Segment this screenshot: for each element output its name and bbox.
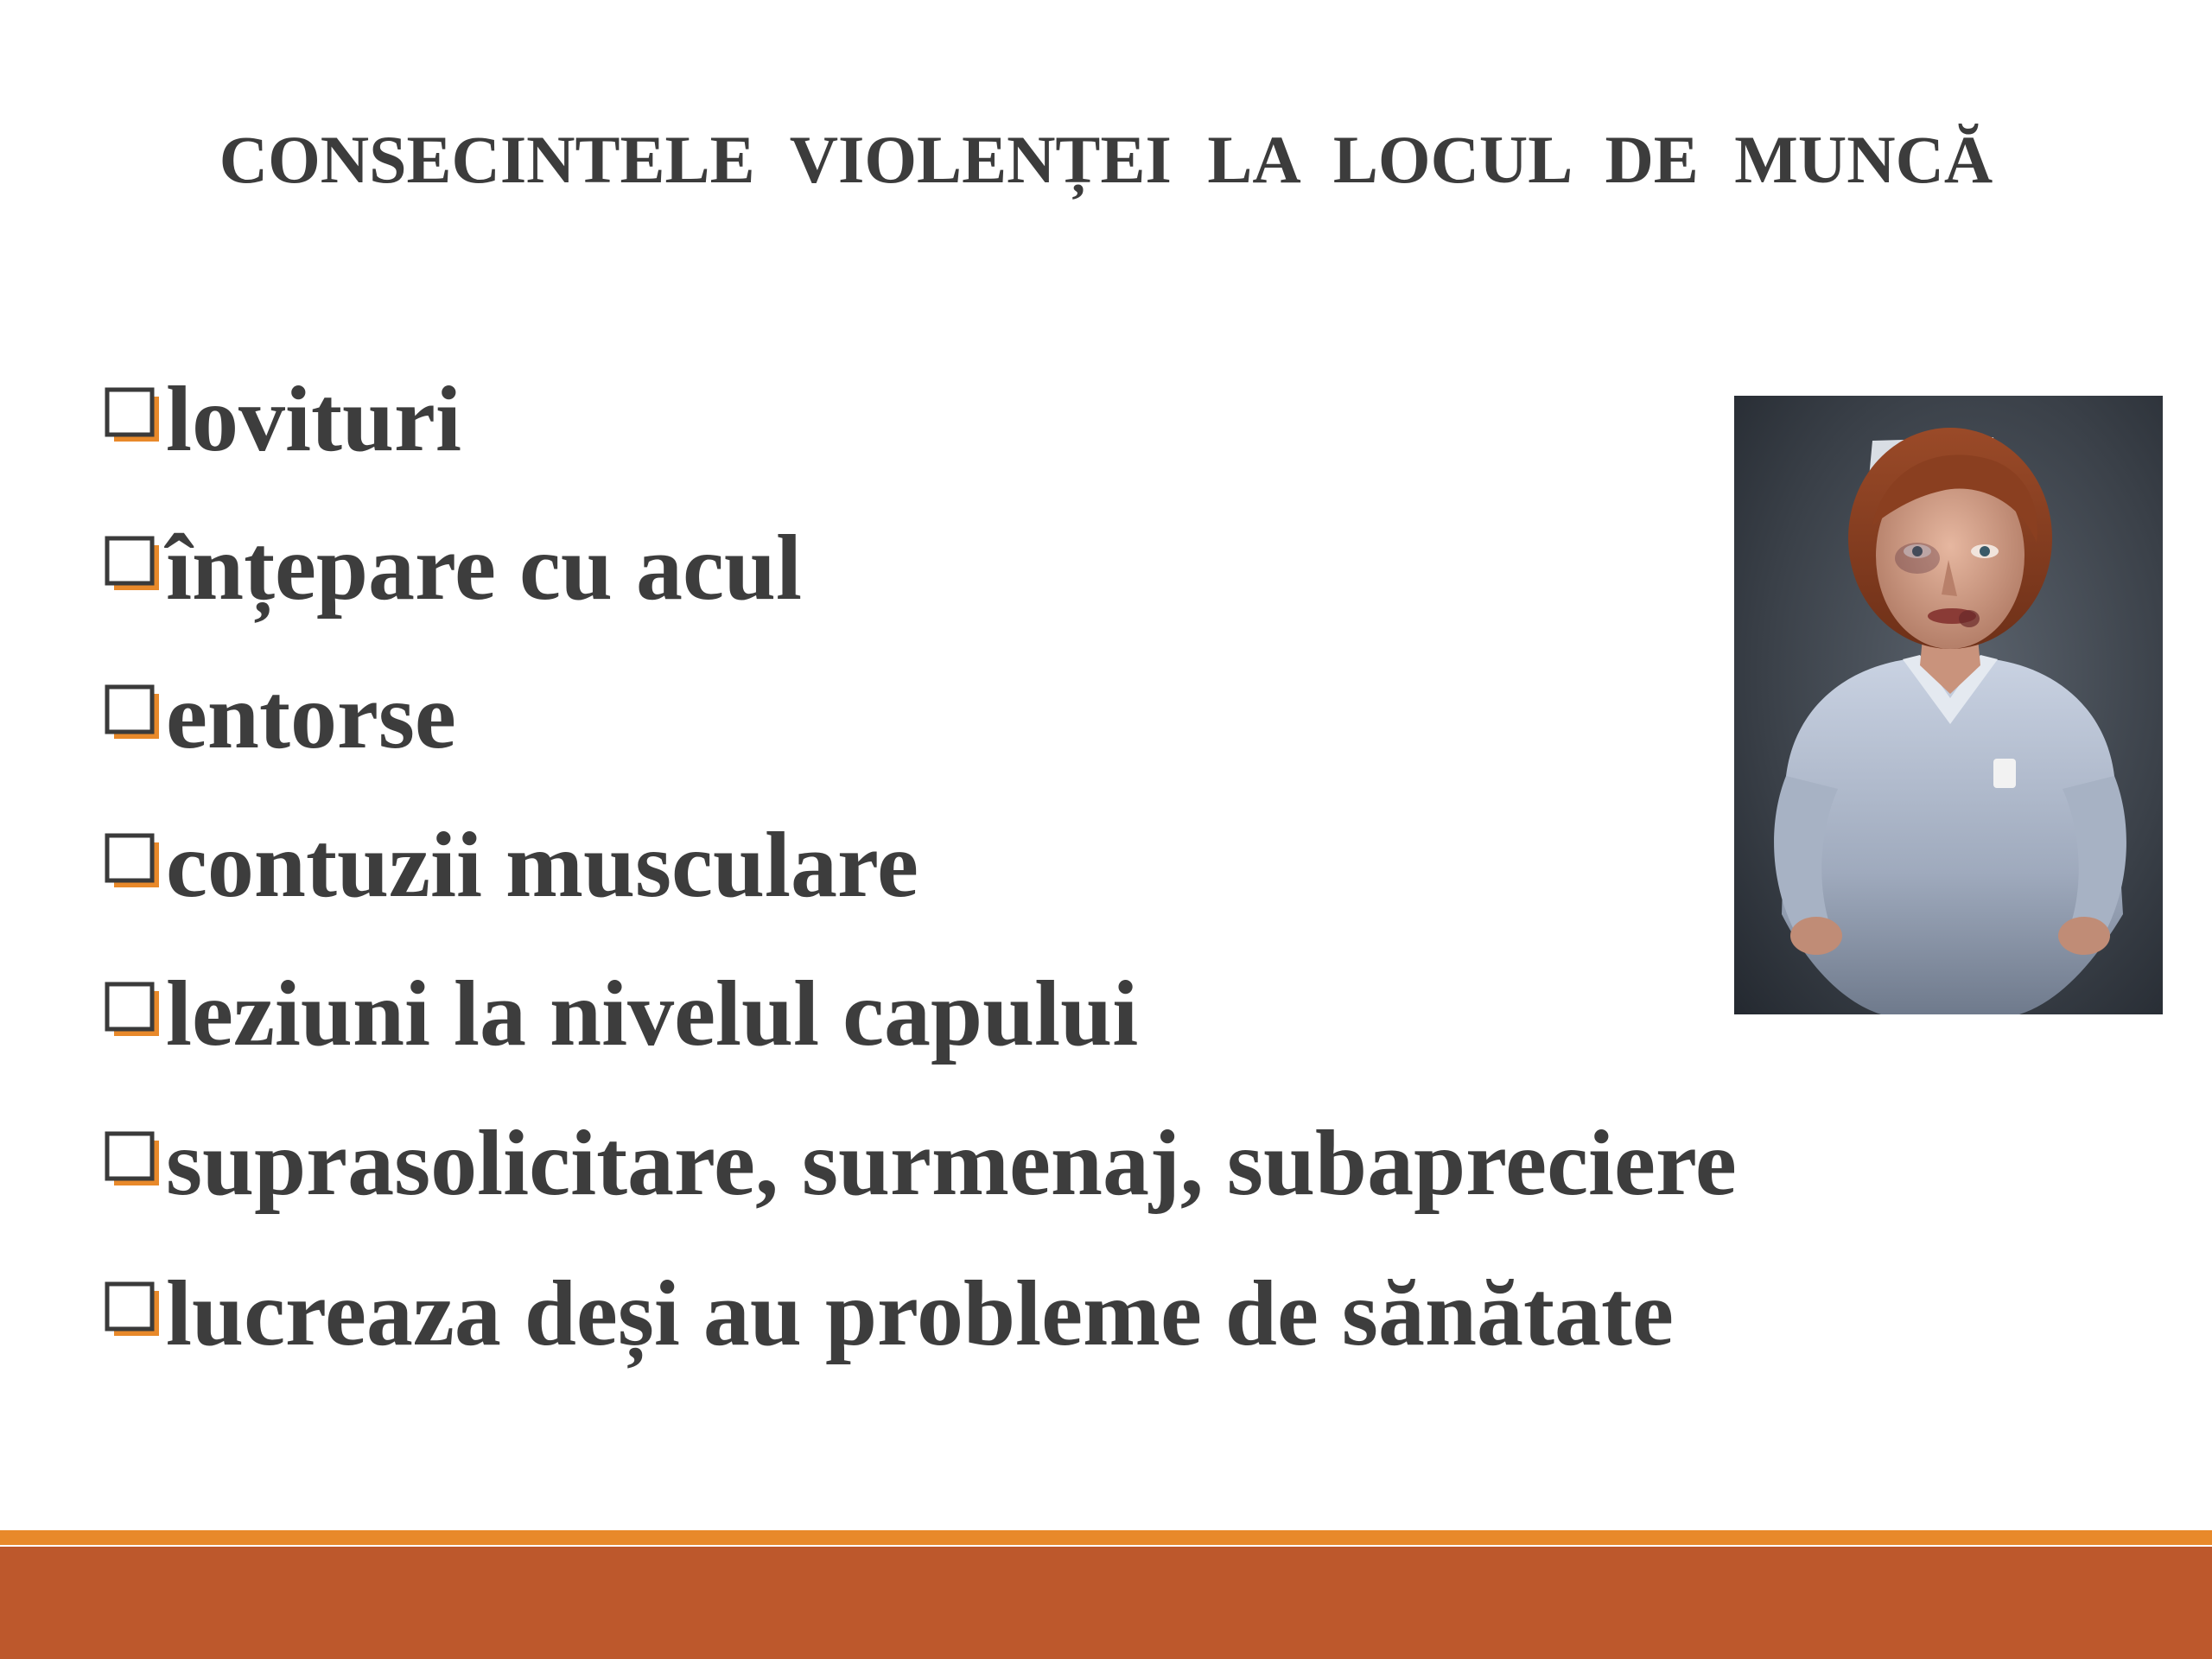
footer-accent-line (0, 1530, 2212, 1545)
bullet-list (102, 346, 1737, 1389)
hollow-square-bullet-icon (102, 1272, 162, 1346)
slide-title: CONSECINTELE VIOLENȚEI LA LOCUL DE MUNCĂ (219, 122, 1993, 197)
hollow-square-bullet-icon (102, 526, 162, 601)
hollow-square-bullet-icon (102, 1122, 162, 1196)
list-item (102, 791, 1737, 940)
hollow-square-bullet-icon (102, 823, 162, 898)
hollow-square-bullet-icon (102, 378, 162, 452)
list-item (102, 494, 1737, 643)
nurse-photo (1734, 396, 2163, 1014)
list-item-text: lucreaza deși au probleme de sănătate (166, 1262, 1674, 1365)
hollow-square-bullet-icon (102, 972, 162, 1046)
footer-bar (0, 1547, 2212, 1659)
list-item (102, 1239, 1737, 1389)
list-item (102, 1089, 1737, 1239)
list-item-text: lovituri (166, 368, 461, 471)
list-item-text: contuzii musculare (166, 814, 918, 917)
hollow-square-bullet-icon (102, 675, 162, 749)
list-item-text: entorse (166, 665, 456, 768)
list-item-text: suprasolicitare, surmenaj, subapreciere (166, 1112, 1737, 1215)
list-item-text: înțepare cu acul (166, 517, 802, 620)
list-item (102, 940, 1737, 1089)
list-item (102, 643, 1737, 791)
list-item (102, 346, 1737, 494)
list-item-text: leziuni la nivelul capului (166, 963, 1139, 1065)
